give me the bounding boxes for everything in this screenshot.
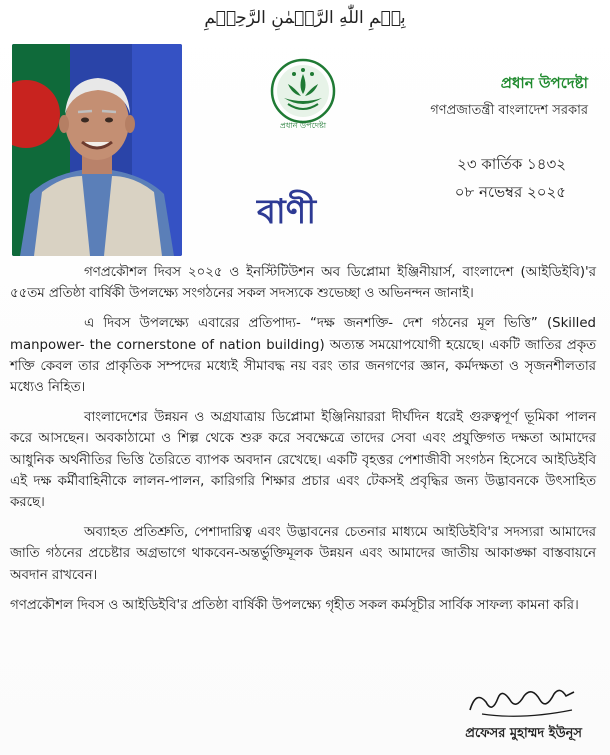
date-bangla: ২৩ কার্তিক ১৪৩২ [457, 155, 566, 173]
date-gregorian: ০৮ নভেম্বর ২০২৫ [454, 183, 566, 201]
bismillah-header: بِسۡمِ اللّٰهِ الرَّحۡمٰنِ الرَّحِیۡمِ [204, 8, 406, 28]
office-subtitle: গণপ্রজাতন্ত্রী বাংলাদেশ সরকার [430, 103, 588, 118]
paragraph: বাংলাদেশের উন্নয়ন ও অগ্রযাত্রায় ডিপ্লোমা ইঞ্জিনিয়াররা দীর্ঘদিন ধরেই গুরুত্বপূর্ণ ভূমিকা পালন করে আসছেন। অবকাঠামো ও শিল্প থেকে শুরু করে সবক্ষেত্রে তাদের সেবা এবং প্রযুক্তিগত দক্ষতা আমাদের আধুনিক অর্থনীতির ভিত্তি তৈরিতে ব্যাপক অবদান রেখেছে। একটি বৃহত্তর পেশাজীবী সংগঠন হিসেবে আইডিইবি এই দক্ষ কর্মীবাহিনীকে লালন-পালন, কারিগরি শিক্ষার প্রচার এবং টেকসই প্রবৃদ্ধির জন্য উদ্ভাবনকে উৎসাহিত করছে। [10, 410, 597, 511]
paragraph: গণপ্রকৌশল দিবস ও আইডিইবি'র প্রতিষ্ঠা বার্ষিকী উপলক্ষ্যে গৃহীত সকল কর্মসূচীর সার্বিক সাফল্য কামনা করি। [10, 597, 579, 613]
office-block [430, 72, 588, 122]
paragraph: এ দিবস উপলক্ষ্যে এবারের প্রতিপাদ্য- “দক্ষ জনশক্তি- দেশ গঠনের মূল ভিত্তি” (Skilled manpower- the cornerstone of nation building) অত্যন্ত সময়োপযোগী হয়েছে। একটি জাতির প্রকৃত শক্তি কেবল তার প্রাকৃতিক সম্পদের মধ্যেই সীমাবদ্ধ নয় বরং তার জনগণের জ্ঞান, কর্মদক্ষতা ও সৃজনশীলতার মধ্যেও নিহিত। [10, 316, 596, 396]
message-body [10, 262, 596, 625]
date-block [455, 150, 566, 206]
handwritten-signature [462, 680, 582, 722]
office-title: প্রধান উপদেষ্টা [500, 74, 588, 92]
paragraph: অব্যাহত প্রতিশ্রুতি, পেশাদারিত্ব এবং উদ্ভাবনের চেতনার মাধ্যমে আইডিইবি'র সদস্যরা আমাদের জাতি গঠনের প্রচেষ্টার অগ্রভাগে থাকবেন-অন্তর্ভুক্তিমূলক উন্নয়ন এবং আমাদের জাতীয় আকাঙ্ক্ষা বাস্তবায়নে অবদান রাখবেন। [10, 525, 596, 583]
portrait-photo [12, 44, 182, 256]
signatory-name: প্রফেসর মুহাম্মদ ইউনূস [465, 726, 582, 741]
paragraph: গণপ্রকৌশল দিবস ২০২৫ ও ইনস্টিটিউশন অব ডিপ্লোমা ইঞ্জিনীয়ার্স, বাংলাদেশ (আইডিইবি)'র ৫৫তম প্রতিষ্ঠা বার্ষিকী উপলক্ষ্যে সংগঠনের সকল সদস্যকে শুভেচ্ছা ও অভিনন্দন জানাই। [10, 265, 596, 302]
message-heading: বাণী [257, 192, 317, 232]
emblem-caption: প্রধান উপদেষ্টা [279, 121, 327, 130]
government-emblem-icon [268, 58, 338, 130]
